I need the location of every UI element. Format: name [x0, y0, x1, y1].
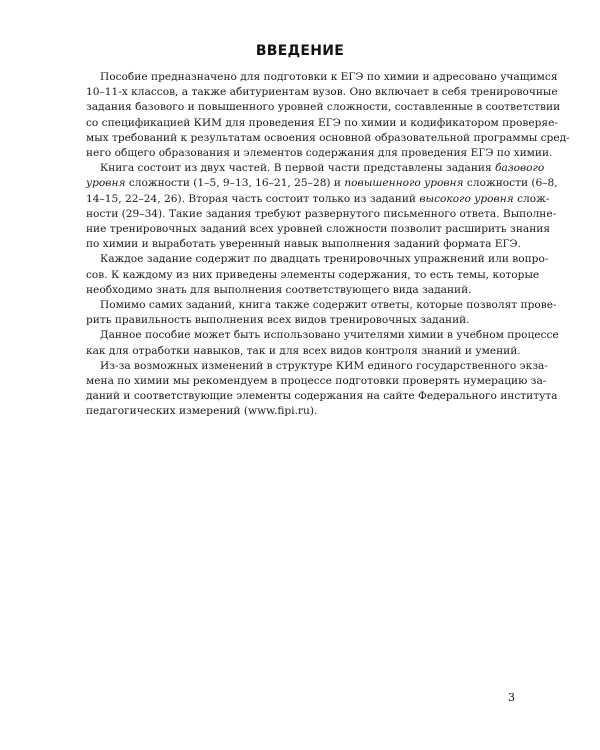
text-line: Каждое задание содержит по двадцать тренировочных упражнений или вопро-: [100, 253, 549, 266]
text-segment: слож-: [513, 192, 550, 205]
text-line: сов. К каждому из них приведены элементы содержания, то есть темы, которые: [86, 268, 540, 281]
paragraph-2: [86, 161, 558, 252]
text-line: даний и соответствующие элементы содержания на сайте Федерального института: [86, 390, 558, 403]
text-line: по химии и выработать уверенный навык выполнения заданий формата ЕГЭ.: [86, 238, 522, 251]
text-line: Пособие предназначено для подготовки к ЕГЭ по химии и адресовано учащимся: [100, 71, 558, 83]
paragraph-5: [86, 328, 559, 358]
text-line: со спецификацией КИМ для проведения ЕГЭ по химии и кодификатором проверяе-: [86, 116, 558, 129]
text-line: ние тренировочных заданий всех уровней сложности позволит расширить знания: [86, 223, 550, 236]
text-segment: сложности (6–8,: [463, 177, 558, 190]
text-segment: сложности (1–5, 9–13, 16–21, 25–28) и: [125, 177, 345, 190]
text-line: как для отработки навыков, так и для всех видов контроля знаний и умений.: [86, 344, 521, 357]
page-number: 3: [508, 691, 515, 704]
text-line: задания базового и повышенного уровней сложности, составленные в соответствии: [86, 101, 561, 114]
text-line: 10–11-х классов, а также абитуриентам вузов. Оно включает в себя тренировочные: [86, 86, 558, 99]
emphasis-basic-level: базового: [495, 162, 545, 175]
text-line: педагогических измерений (www.fipi.ru).: [86, 405, 318, 418]
text-line: Из-за возможных изменений в структуре КИМ единого государственного экза-: [100, 359, 548, 372]
paragraph-4: [86, 298, 557, 328]
text-line: мых требований к результатам освоения основной образовательной программы сред-: [86, 131, 570, 144]
text-segment: Книга состоит из двух частей. В первой части представлены задания: [100, 162, 496, 175]
paragraph-1: [86, 70, 570, 161]
page-title: ВВЕДЕНИЕ: [255, 43, 345, 59]
paragraph-6: [86, 359, 558, 420]
paragraph-3: [86, 252, 549, 298]
text-line: рить правильность выполнения всех видов тренировочных заданий.: [86, 314, 470, 327]
text-line: мена по химии мы рекомендуем в процессе подготовки проверять нумерацию за-: [86, 375, 547, 388]
text-line: Помимо самих заданий, книга также содержит ответы, которые позволят прове-: [100, 299, 557, 312]
emphasis-basic-level-cont: уровня: [86, 177, 126, 190]
text-line: необходимо знать для выполнения соответствующего вида заданий.: [86, 283, 472, 296]
text-line: Данное пособие может быть использовано учителями химии в учебном процессе: [100, 329, 559, 342]
text-line: [86, 161, 545, 176]
emphasis-advanced-level: повышенного уровня: [344, 177, 464, 190]
text-line: ности (29–34). Такие задания требуют развернутого письменного ответа. Выполне-: [86, 207, 557, 220]
document-body: [86, 70, 570, 420]
text-line: него общего образования и элементов содержания для проведения ЕГЭ по химии.: [86, 147, 553, 160]
text-line: [86, 176, 558, 191]
text-line: [86, 192, 550, 207]
emphasis-high-level: высокого уровня: [419, 192, 514, 205]
text-segment: 14–15, 22–24, 26). Вторая часть состоит только из заданий: [86, 192, 420, 205]
